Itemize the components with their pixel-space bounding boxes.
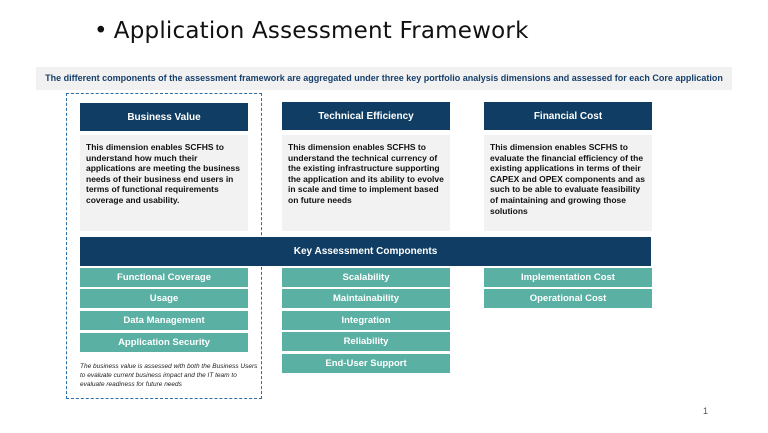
component-reliability: Reliability (282, 332, 450, 351)
component-operational-cost: Operational Cost (484, 289, 652, 308)
component-data-management: Data Management (80, 311, 248, 330)
component-implementation-cost: Implementation Cost (484, 268, 652, 287)
component-integration: Integration (282, 311, 450, 330)
component-functional-coverage: Functional Coverage (80, 268, 248, 287)
dimension-header-technical-efficiency: Technical Efficiency (282, 102, 450, 130)
business-value-note: The business value is assessed with both the Business Users to evaluate current business impact and the IT team to evaluate readiness for future needs (80, 363, 258, 388)
title-text: Application Assessment Framework (113, 18, 529, 44)
dimension-description-technical-efficiency: This dimension enables SCFHS to understand the technical currency of the existing infrastructure supporting the application and its ability to evolve in scale and time to implement based on future needs (282, 135, 450, 231)
key-assessment-components-bar: Key Assessment Components (80, 237, 651, 266)
component-maintainability: Maintainability (282, 289, 450, 308)
title-bullet: • (94, 18, 108, 44)
component-end-user-support: End-User Support (282, 354, 450, 373)
component-scalability: Scalability (282, 268, 450, 287)
dimension-description-business-value: This dimension enables SCFHS to understand how much their applications are meeting the business needs of their business end users in terms of functional requirements coverage and usability. (80, 135, 248, 231)
dimension-description-financial-cost: This dimension enables SCFHS to evaluate the financial efficiency of the existing applications in terms of their CAPEX and OPEX components and as such to be able to evaluate feasibility of maintaining and growing those solutions (484, 135, 652, 231)
subtitle-bar: The different components of the assessment framework are aggregated under three key portfolio analysis dimensions and assessed for each Core application (36, 67, 732, 90)
component-usage: Usage (80, 289, 248, 308)
dimension-header-business-value: Business Value (80, 103, 248, 131)
slide-title (94, 18, 529, 44)
component-application-security: Application Security (80, 333, 248, 352)
page-number: 1 (703, 406, 709, 416)
dimension-header-financial-cost: Financial Cost (484, 102, 652, 130)
